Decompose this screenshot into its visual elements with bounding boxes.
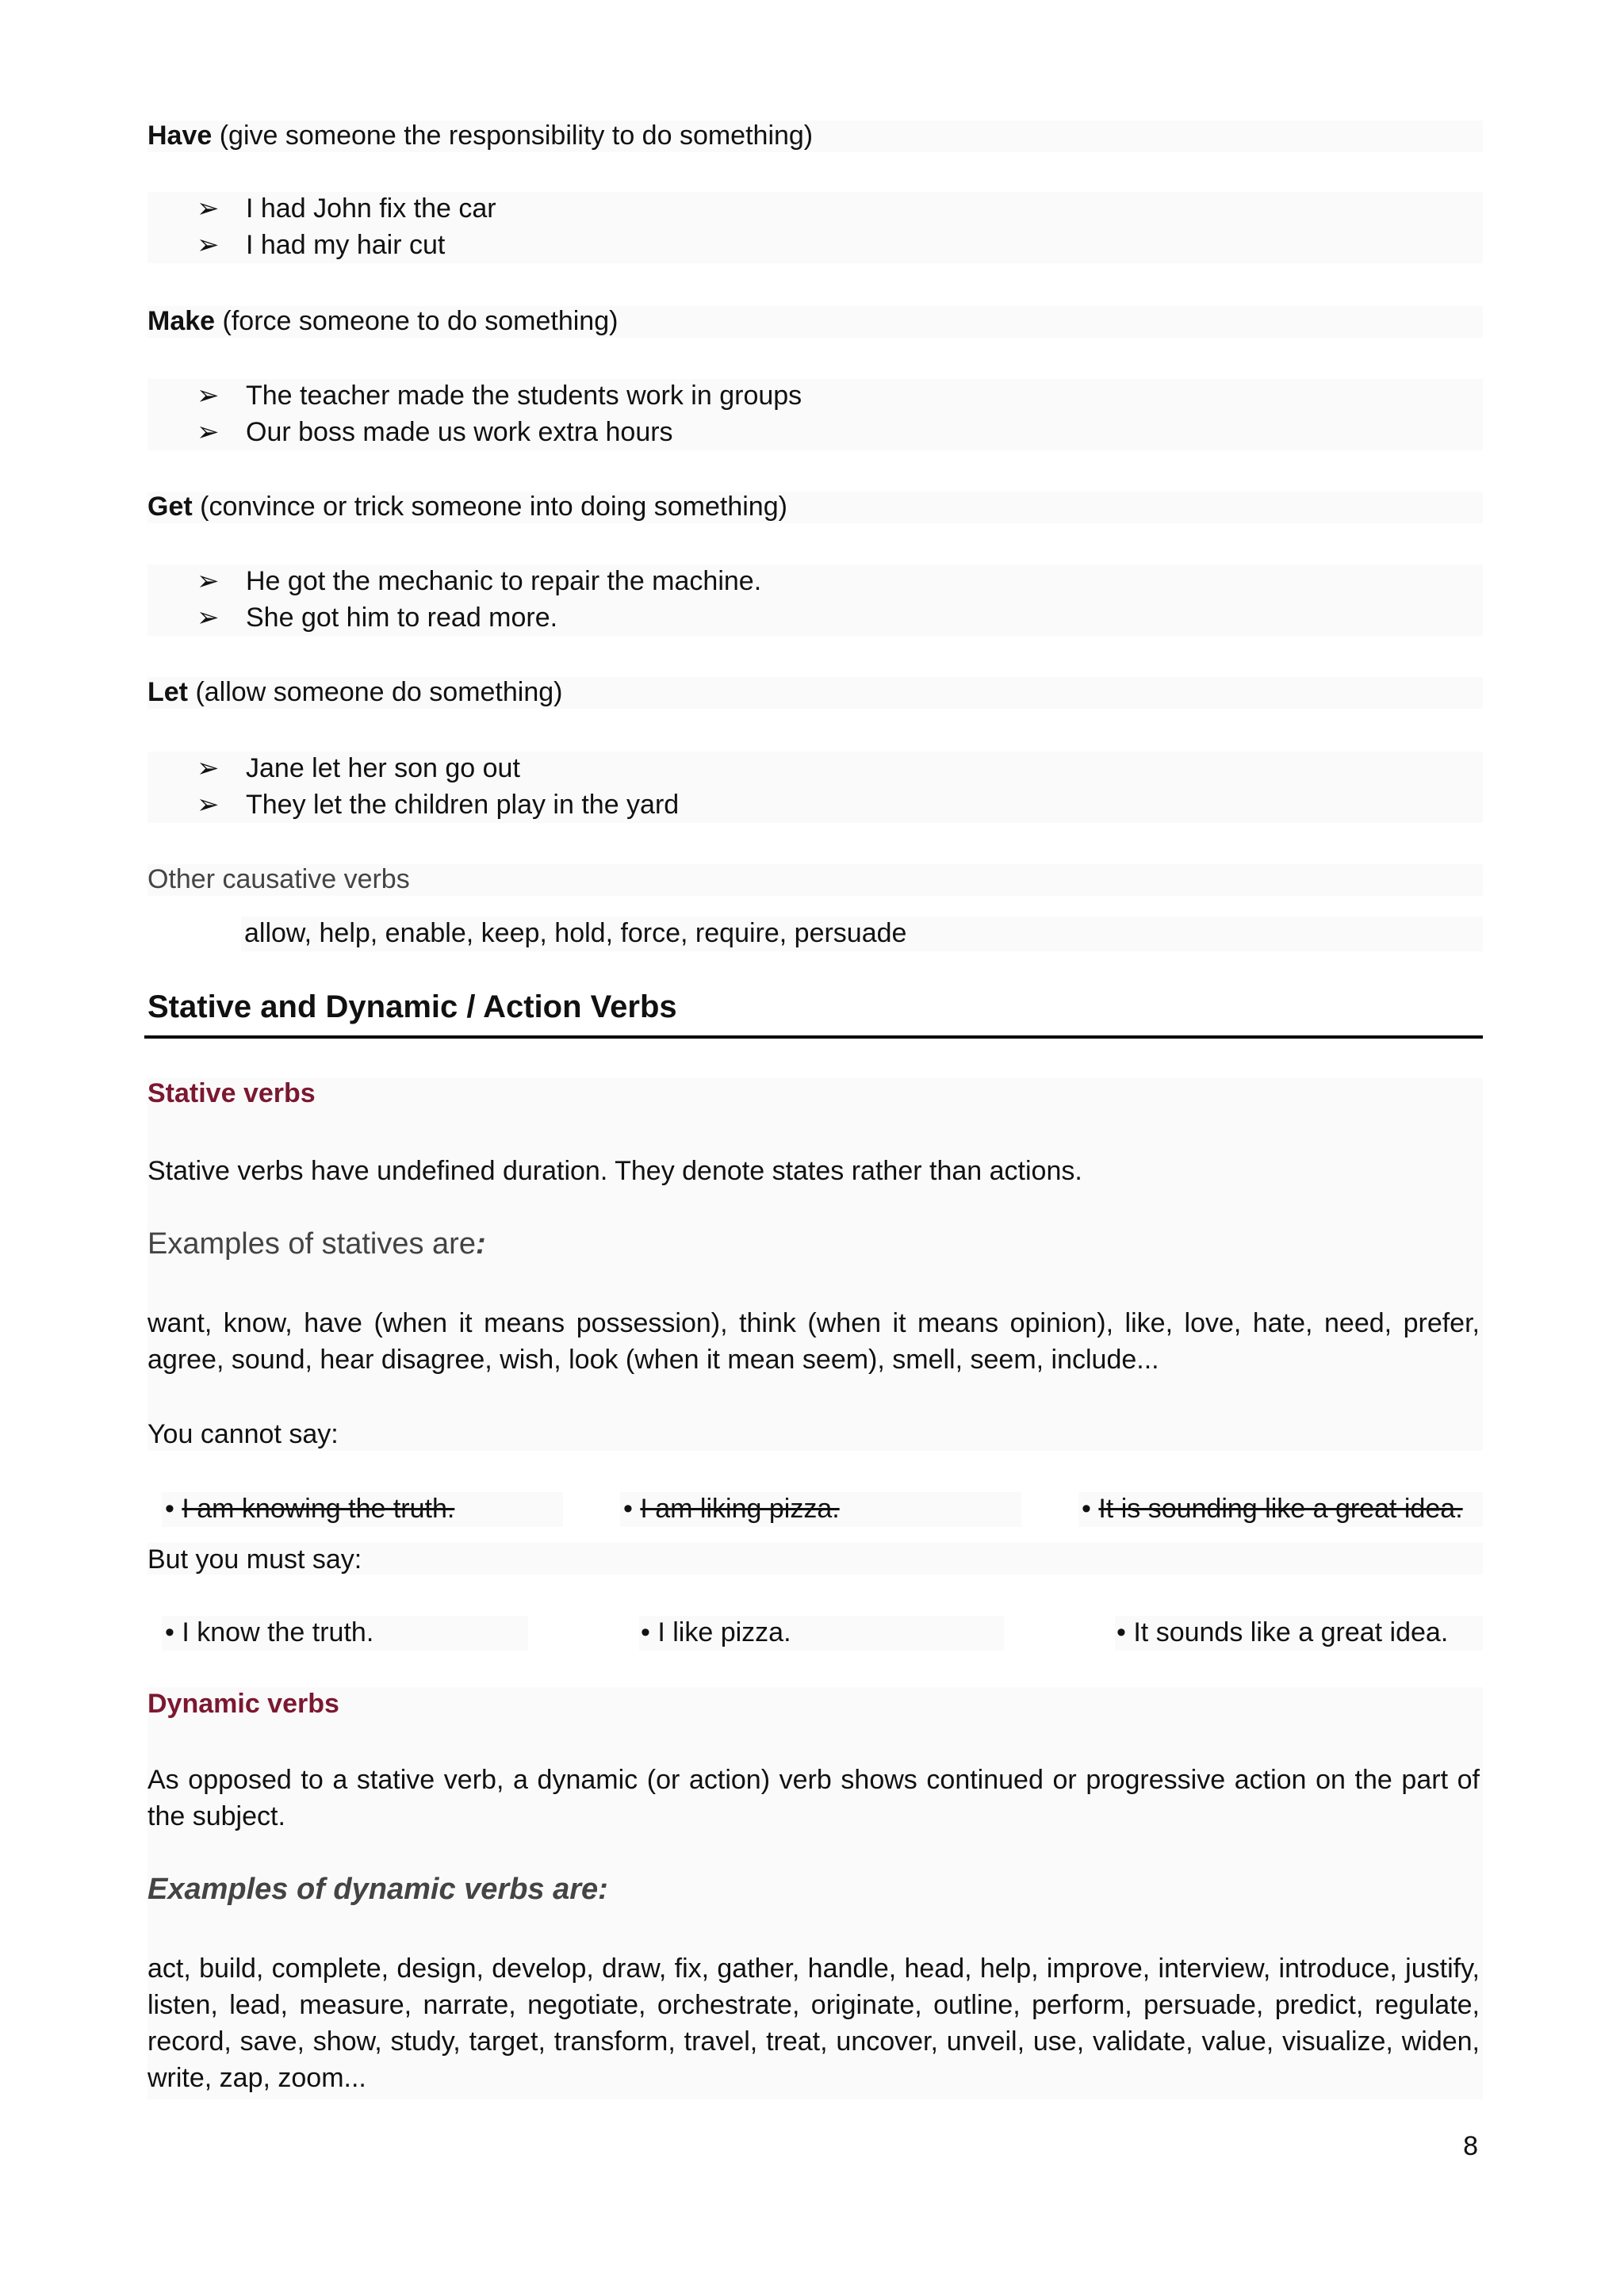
page-number: 8 — [1463, 2131, 1478, 2161]
arrow-bullet-icon: ➢ — [197, 753, 220, 783]
wrong-example — [165, 1490, 454, 1527]
bullet-icon: • — [623, 1494, 633, 1524]
stative-examples-label — [147, 1227, 486, 1261]
example-text: I am knowing the truth. — [182, 1494, 455, 1524]
wrong-example — [1082, 1490, 1463, 1527]
verb-description: (force someone to do something) — [222, 306, 619, 336]
example-text: I had John fix the car — [246, 193, 496, 224]
dynamic-heading: Dynamic verbs — [147, 1689, 339, 1719]
example-text: I had my hair cut — [246, 230, 446, 260]
example-text: I am liking pizza. — [640, 1494, 840, 1524]
arrow-bullet-icon: ➢ — [197, 566, 220, 596]
list-item — [197, 750, 520, 786]
correct-example — [641, 1614, 791, 1651]
arrow-bullet-icon: ➢ — [197, 193, 220, 224]
bullet-icon: • — [641, 1617, 650, 1647]
verb-label: Make — [147, 306, 216, 336]
arrow-bullet-icon: ➢ — [197, 417, 220, 447]
example-text: They let the children play in the yard — [246, 790, 680, 820]
wrong-example — [623, 1490, 840, 1527]
dynamic-examples: act, build, complete, design, develop, draw, fix, gather, handle, head, help, improve, interview, introduce, justify, listen, lead, measure, narrate, negotiate, orchestrate, originate, outline, perform, persuade, predict, regulate, record, save, show, study, target, transform, travel, treat, uncover, unveil, use, validate, value, visualize, widen, write, zap, zoom... — [147, 1954, 1480, 2093]
example-text: He got the mechanic to repair the machine. — [246, 566, 762, 596]
list-item — [197, 414, 673, 450]
correct-example — [165, 1614, 373, 1651]
other-causatives-label: Other causative verbs — [147, 864, 410, 894]
causative-make — [147, 303, 618, 339]
causative-get — [147, 488, 787, 525]
label-text: Examples of statives are — [147, 1227, 476, 1261]
list-item — [197, 563, 761, 599]
cannot-say: You cannot say: — [147, 1419, 339, 1449]
list-item — [197, 786, 679, 823]
verb-description: (give someone the responsibility to do something) — [219, 121, 814, 151]
example-text: I like pizza. — [657, 1617, 791, 1647]
verb-label: Get — [147, 492, 193, 522]
must-say: But you must say: — [147, 1544, 362, 1575]
section-title: Stative and Dynamic / Action Verbs — [147, 989, 677, 1024]
list-item — [197, 377, 802, 414]
causative-have — [147, 117, 813, 154]
stative-intro: Stative verbs have undefined duration. They denote states rather than actions. — [147, 1156, 1082, 1186]
dynamic-intro: As opposed to a stative verb, a dynamic (or action) verb shows continued or progressive action on the part of the subject. — [147, 1765, 1480, 1831]
list-item — [197, 599, 557, 636]
label-colon: : — [475, 1227, 486, 1261]
causative-let — [147, 674, 562, 710]
example-text: Our boss made us work extra hours — [246, 417, 673, 447]
bullet-icon: • — [165, 1494, 174, 1524]
arrow-bullet-icon: ➢ — [197, 381, 220, 411]
dynamic-examples-label: Examples of dynamic verbs are: — [147, 1873, 608, 1906]
stative-examples: want, know, have (when it means possession), think (when it means opinion), like, love, hate, need, prefer, agree, sound, hear disagree, wish, look (when it mean seem), smell, seem, include... — [147, 1308, 1480, 1375]
stative-heading: Stative verbs — [147, 1078, 316, 1108]
example-text: It is sounding like a great idea. — [1098, 1494, 1463, 1524]
example-text: I know the truth. — [182, 1617, 374, 1647]
example-text: She got him to read more. — [246, 603, 558, 633]
list-item — [197, 190, 496, 227]
bullet-icon: • — [1116, 1617, 1126, 1647]
bullet-icon: • — [1082, 1494, 1091, 1524]
shade — [147, 1078, 1483, 1451]
example-text: Jane let her son go out — [246, 753, 520, 783]
verb-label: Let — [147, 677, 188, 707]
example-text: It sounds like a great idea. — [1133, 1617, 1449, 1647]
verb-description: (convince or trick someone into doing something) — [200, 492, 787, 522]
verb-description: (allow someone do something) — [195, 677, 563, 707]
example-text: The teacher made the students work in groups — [246, 381, 802, 411]
other-causatives-list: allow, help, enable, keep, hold, force, require, persuade — [244, 918, 907, 948]
verb-label: Have — [147, 121, 213, 151]
arrow-bullet-icon: ➢ — [197, 790, 220, 820]
correct-example — [1116, 1614, 1448, 1651]
bullet-icon: • — [165, 1617, 174, 1647]
section-divider — [144, 1035, 1483, 1039]
arrow-bullet-icon: ➢ — [197, 230, 220, 260]
arrow-bullet-icon: ➢ — [197, 603, 220, 633]
list-item — [197, 227, 445, 263]
